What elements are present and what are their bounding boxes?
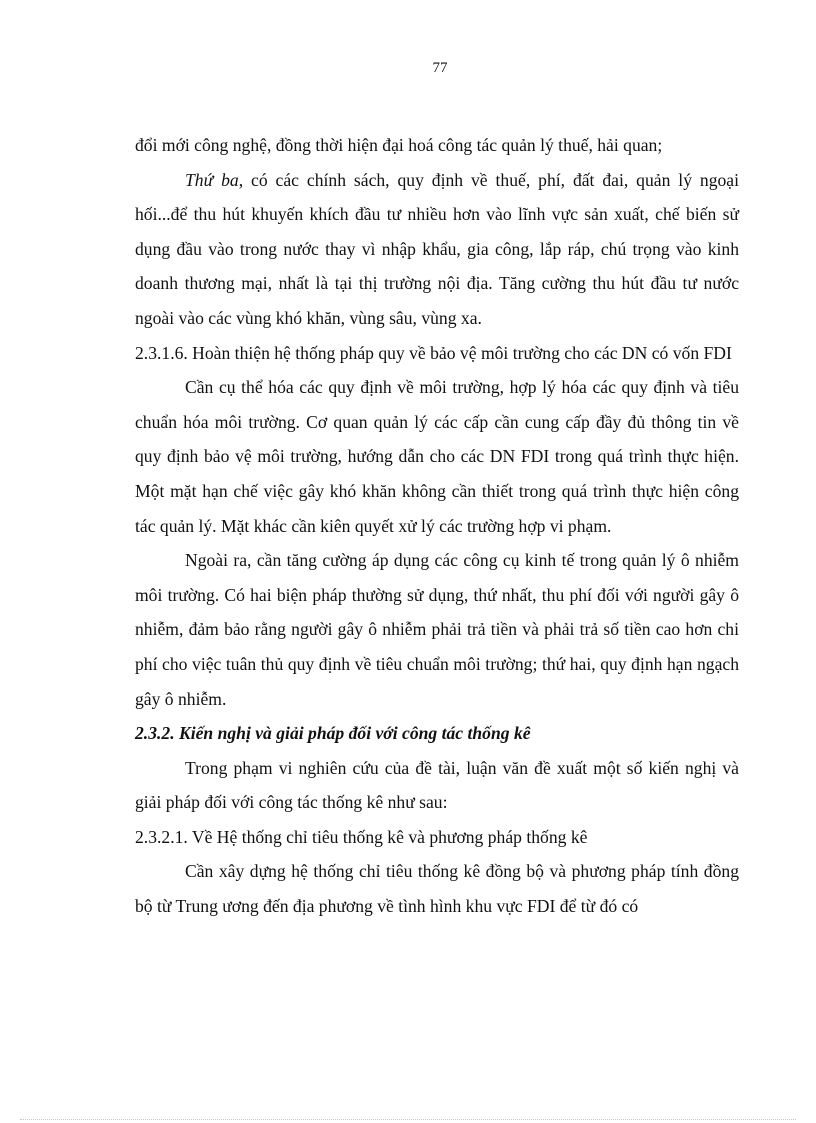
page-bottom-border [20, 1119, 796, 1120]
subsection-heading-2-3-1-6: 2.3.1.6. Hoàn thiện hệ thống pháp quy về bảo vệ môi trường cho các DN có vốn FDI [135, 342, 732, 363]
paragraph-thu-ba [135, 163, 739, 336]
section-heading-2-3-2: 2.3.2. Kiến nghị và giải pháp đối với công tác thống kê [135, 723, 531, 744]
paragraph-indicator-system: Cần xây dựng hệ thống chỉ tiêu thống kê đồng bộ và phương pháp tính đồng bộ từ Trung ương đến địa phương về tình hình khu vực FDI để từ đó có [135, 861, 739, 917]
document-body [135, 128, 739, 924]
paragraph-environment-rules: Cần cụ thể hóa các quy định về môi trường, hợp lý hóa các quy định và tiêu chuẩn hóa môi trường. Cơ quan quản lý các cấp cần cung cấp đầy đủ thông tin về quy định bảo vệ môi trường, hướng dẫn cho các DN FDI trong quá trình thực hiện. Một mặt hạn chế việc gây khó khăn không cần thiết trong quá trình thực hiện công tác quản lý. Mặt khác cần kiên quyết xử lý các trường hợp vi phạm. [135, 377, 739, 536]
page-number: 77 [432, 60, 448, 76]
paragraph-text: , có các chính sách, quy định về thuế, phí, đất đai, quản lý ngoại hối...để thu hút khuyến khích đầu tư nhiều hơn vào lĩnh vực sản xuất, chế biến sử dụng đầu vào trong nước thay vì nhập khẩu, gia công, lắp ráp, chú trọng vào kinh doanh thương mại, nhất là tại thị trường nội địa. Tăng cường thu hút đầu tư nước ngoài vào các vùng khó khăn, vùng sâu, vùng xa. [135, 169, 739, 328]
paragraph-lead-italic: Thứ ba [185, 169, 239, 190]
paragraph-statistics-intro: Trong phạm vi nghiên cứu của đề tài, luận văn đề xuất một số kiến nghị và giải pháp đối với công tác thống kê như sau: [135, 757, 739, 813]
paragraph-economic-tools: Ngoài ra, cần tăng cường áp dụng các công cụ kinh tế trong quản lý ô nhiễm môi trường. Có hai biện pháp thường sử dụng, thứ nhất, thu phí đối với người gây ô nhiễm, đảm bảo rằng người gây ô nhiễm phải trả tiền và phải trả số tiền cao hơn chi phí cho việc tuân thủ quy định về tiêu chuẩn môi trường; thứ hai, quy định hạn ngạch gây ô nhiễm. [135, 550, 739, 709]
subsection-heading-2-3-2-1: 2.3.2.1. Về Hệ thống chỉ tiêu thống kê và phương pháp thống kê [135, 826, 588, 847]
paragraph-continuation: đổi mới công nghệ, đồng thời hiện đại hoá công tác quản lý thuế, hải quan; [135, 135, 663, 155]
